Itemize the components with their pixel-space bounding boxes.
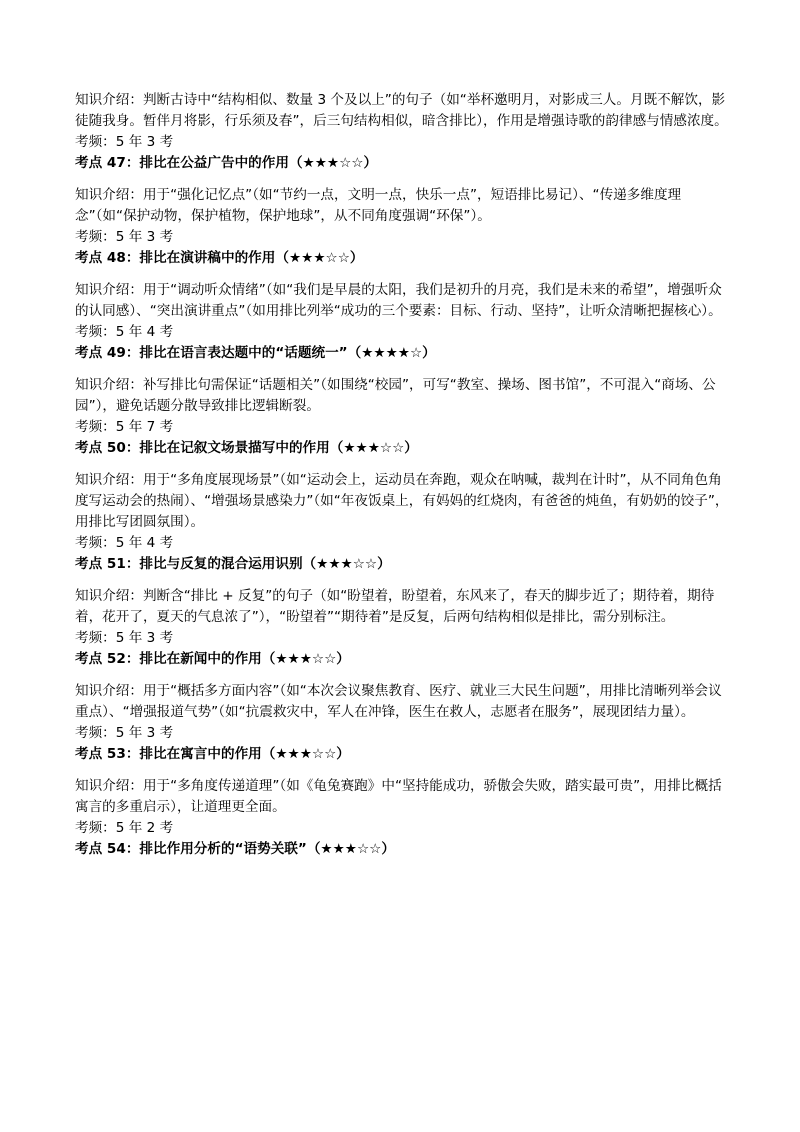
exam-point-heading: 考点 51：排比与反复的混合运用识别（★★★☆☆）: [75, 556, 391, 572]
exam-frequency: 考频：5 年 4 考: [75, 535, 174, 551]
exam-frequency: 考频：5 年 4 考: [75, 324, 174, 340]
exam-frequency: 考频：5 年 3 考: [75, 229, 174, 245]
exam-frequency: 考频：5 年 7 考: [75, 419, 174, 435]
exam-frequency: 考频：5 年 3 考: [75, 134, 174, 150]
exam-point-heading: 考点 52：排比在新闻中的作用（★★★☆☆）: [75, 651, 350, 667]
exam-frequency: 考频：5 年 2 考: [75, 820, 174, 836]
knowledge-paragraph: 知识介绍：用于“调动听众情绪”（如“我们是早晨的太阳，我们是初升的月亮，我们是未来的希望”，增强听众的认同感）、“突出演讲重点”（如用排比列举“成功的三个要素：目标、行动、坚持”，让听众清晰把握核心）。: [75, 282, 722, 319]
knowledge-paragraph: 知识介绍：用于“多角度传递道理”（如《龟兔赛跑》中“坚持能成功，骄傲会失败，踏实最可贵”，用排比概括寓言的多重启示），让道理更全面。: [75, 778, 722, 815]
exam-point-heading: 考点 50：排比在记叙文场景描写中的作用（★★★☆☆）: [75, 440, 418, 456]
exam-point-heading: 考点 49：排比在语言表达题中的“话题统一”（★★★★☆）: [75, 345, 436, 361]
exam-point-heading: 考点 48：排比在演讲稿中的作用（★★★☆☆）: [75, 250, 364, 266]
exam-frequency: 考频：5 年 3 考: [75, 630, 174, 646]
knowledge-paragraph: 知识介绍：判断古诗中“结构相似、数量 3 个及以上”的句子（如“举杯邀明月，对影成三人。月既不解饮，影徒随我身。暂伴月将影，行乐须及春”，后三句结构相似，暗含排比），作用是增强诗歌的韵律感与情感浓度。: [75, 92, 728, 129]
knowledge-paragraph: 知识介绍：用于“概括多方面内容”（如“本次会议聚焦教育、医疗、就业三大民生问题”，用排比清晰列举会议重点）、“增强报道气势”（如“抗震救灾中，军人在冲锋，医生在救人，志愿者在服务”，展现团结力量）。: [75, 683, 722, 720]
knowledge-paragraph: 知识介绍：用于“多角度展现场景”（如“运动会上，运动员在奔跑，观众在呐喊，裁判在计时”，从不同角色角度写运动会的热闹）、“增强场景感染力”（如“年夜饭桌上，有妈妈的红烧肉，有爸爸的炖鱼，有奶奶的饺子”，用排比写团圆氛围）。: [75, 472, 729, 530]
knowledge-paragraph: 知识介绍：补写排比句需保证“话题相关”（如围绕“校园”，可写“教室、操场、图书馆”，不可混入“商场、公园”），避免话题分散导致排比逻辑断裂。: [75, 377, 716, 414]
exam-point-heading: 考点 53：排比在寓言中的作用（★★★☆☆）: [75, 746, 350, 762]
exam-frequency: 考频：5 年 3 考: [75, 725, 174, 741]
document-content: [75, 90, 735, 860]
knowledge-paragraph: 知识介绍：用于“强化记忆点”（如“节约一点，文明一点，快乐一点”，短语排比易记）、“传递多维度理念”（如“保护动物，保护植物，保护地球”，从不同角度强调“环保”）。: [75, 187, 682, 224]
exam-point-heading: 考点 47：排比在公益广告中的作用（★★★☆☆）: [75, 155, 378, 171]
exam-point-heading: 考点 54：排比作用分析的“语势关联”（★★★☆☆）: [75, 841, 395, 857]
knowledge-paragraph: 知识介绍：判断含“排比 + 反复”的句子（如“盼望着，盼望着，东风来了，春天的脚步近了；期待着，期待着，花开了，夏天的气息浓了”），“盼望着”“期待着”是反复，后两句结构相似是排比，需分别标注。: [75, 588, 715, 625]
